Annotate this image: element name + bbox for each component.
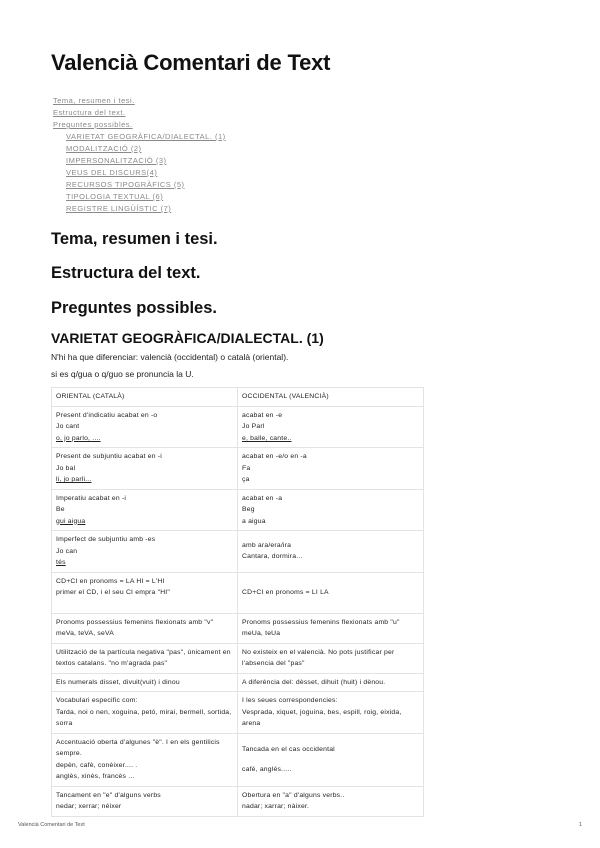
dialect-comparison-table: [51, 387, 424, 817]
paragraph: si es q/gua o q/guo se pronuncia la U.: [51, 369, 194, 379]
table-cell: Present de subjuntiu acabat en -i Jo bal li, jo parli...: [52, 448, 238, 490]
page-number: 1: [578, 822, 582, 828]
toc-link[interactable]: TIPOLOGIA TEXTUAL (6): [66, 192, 164, 201]
column-header: ORIENTAL (CATALÀ): [52, 388, 238, 407]
table-row: [52, 733, 424, 786]
table-cell: No existeix en el valencià. No pots justificar per l'absencia del "pas": [238, 643, 424, 673]
table-cell: amb ara/era/ira Cantara, dormira...: [238, 531, 424, 573]
table-cell: Els numerals disset, divuit(vuit) i dinou: [52, 673, 238, 692]
toc-link[interactable]: REGISTRE LINGÜÍSTIC (7): [66, 204, 172, 213]
table-row: [52, 613, 424, 643]
section-heading: Estructura del text.: [51, 264, 201, 282]
table-row: [52, 489, 424, 531]
column-header: OCCIDENTAL (VALENCIÀ): [238, 388, 424, 407]
table-cell: acabat en -e/o en -a Fa ça: [238, 448, 424, 490]
table-row: [52, 673, 424, 692]
table-cell: Tancament en "e" d'alguns verbs nedar; xerrar; néixer: [52, 786, 238, 816]
table-cell: CD+CI en pronoms = LI LA: [238, 572, 424, 613]
table-cell: Tancada en el cas occidental café, anglés.....: [238, 733, 424, 786]
table-row: [52, 643, 424, 673]
table-header-row: [52, 388, 424, 407]
toc-link[interactable]: IMPERSONALITZACIÓ (3): [66, 156, 167, 165]
table-row: [52, 692, 424, 734]
table-cell: Vocabulari especific com: Tarda, noi o nen, xoguina, petó, mirai, bermell, sortida, sorra: [52, 692, 238, 734]
paragraph: N'hi ha que diferenciar: valencià (occidental) o català (oriental).: [51, 352, 289, 362]
table-cell: Present d'indicatiu acabat en -o Jo cant o, jo parlo, ....: [52, 406, 238, 448]
page-title: Valencià Comentari de Text: [51, 50, 331, 75]
table-of-contents: [53, 95, 226, 215]
table-cell: A diferència del: dèsset, dihuit (huit) i dènou.: [238, 673, 424, 692]
toc-link[interactable]: RECURSOS TIPOGRÀFICS (5): [66, 180, 185, 189]
table-row: [52, 531, 424, 573]
toc-link[interactable]: Tema, resumen i tesi.: [53, 96, 135, 105]
table-row: [52, 448, 424, 490]
toc-link[interactable]: Estructura del text.: [53, 108, 126, 117]
table-row: [52, 572, 424, 613]
toc-link[interactable]: VEUS DEL DISCURS(4): [66, 168, 158, 177]
table-cell: Accentuació oberta d'algunes "è". I en els gentilicis sempre. depèn, cafè, conèixer.... . anglès, xinès, francès ...: [52, 733, 238, 786]
section-heading: Preguntes possibles.: [51, 299, 217, 317]
table-cell: I les seues correspondencies: Vesprada, xiquet, joguina, bes, espill, roig, eixida, arena: [238, 692, 424, 734]
table-row: [52, 406, 424, 448]
toc-link[interactable]: Preguntes possibles.: [53, 120, 133, 129]
table-cell: Pronoms possessius femenins flexionats amb "u" meUa, teUa: [238, 613, 424, 643]
footer-title: Valencià Comentari de Text: [18, 822, 85, 828]
table-cell: CD+CI en pronoms = LA HI = L'HI primer el CD, i el seu CI empra "HI": [52, 572, 238, 613]
table-cell: acabat en -e Jo Parl e, balle, cante..: [238, 406, 424, 448]
table-cell: acabat en -a Beg a aigua: [238, 489, 424, 531]
table-row: [52, 786, 424, 816]
table-cell: Utilització de la partícula negativa "pas", únicament en textos catalans. "no m'agrada pas": [52, 643, 238, 673]
toc-link[interactable]: VARIETAT GEOGRÀFICA/DIALECTAL. (1): [66, 132, 226, 141]
section-heading: Tema, resumen i tesi.: [51, 230, 218, 248]
table-cell: Obertura en "a" d'alguns verbs.. nadar; xarrar; nàixer.: [238, 786, 424, 816]
table-cell: Pronoms possessius femenins flexionats amb "v" meVa, teVA, seVA: [52, 613, 238, 643]
table-cell: Imperatiu acabat en -i Be gui aigua: [52, 489, 238, 531]
toc-link[interactable]: MODALITZACIÓ (2): [66, 144, 142, 153]
table-cell: Imperfect de subjuntiu amb -es Jo can tés: [52, 531, 238, 573]
subsection-heading: VARIETAT GEOGRÀFICA/DIALECTAL. (1): [51, 330, 324, 346]
